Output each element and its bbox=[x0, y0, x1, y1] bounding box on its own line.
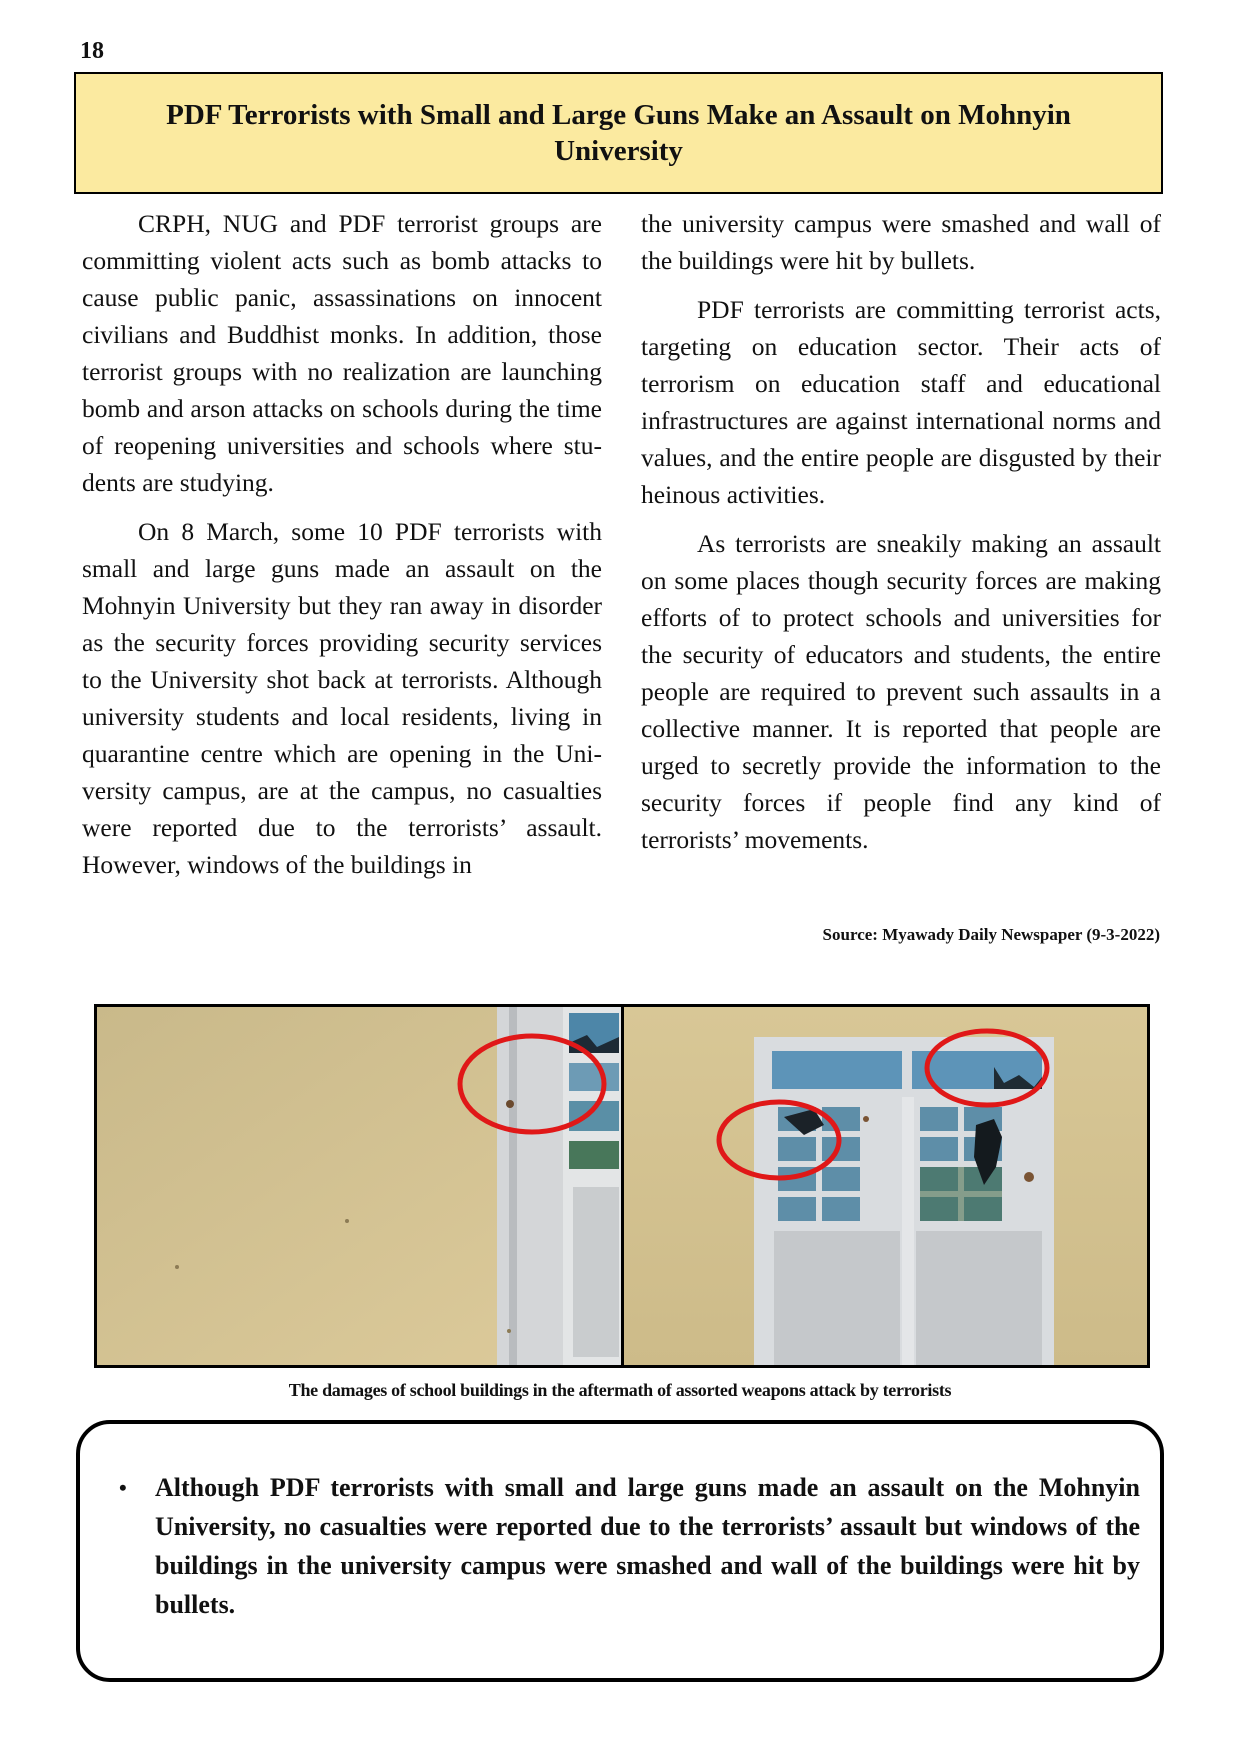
paragraph: PDF terrorists are committing terrorist acts, targeting on education sector. Their acts of terrorism on education staff and educational infrastructures are against international norms and values, and the entire people are disgusted by their heinous activities. bbox=[641, 295, 1161, 509]
article-column-left bbox=[82, 205, 602, 895]
article-column-right bbox=[641, 205, 1161, 870]
photo-damaged-wall-image bbox=[97, 1007, 621, 1365]
summary-list bbox=[100, 1468, 1140, 1624]
summary-box bbox=[76, 1420, 1164, 1682]
photo-frame bbox=[94, 1004, 1150, 1368]
article-title: PDF Terrorists with Small and Large Guns Make an Assault on Mohnyin University bbox=[166, 99, 1071, 167]
summary-item bbox=[119, 1468, 1140, 1624]
paragraph: On 8 March, some 10 PDF terrorists with small and large guns made an assault on the Mohnyin University but they ran away in disorder as the security forces providing security services to the University shot back at terrorists. Although university students and local residents, living in quarantine centre which are opening in the University campus, are at the campus, no casualties were reported due to the terrorists’ assault. However, windows of the buildings in bbox=[82, 517, 602, 879]
paragraph: the university campus were smashed and wall of the buildings were hit by bullets. bbox=[641, 209, 1161, 275]
source-credit: Source: Myawady Daily Newspaper (9-3-2022) bbox=[822, 925, 1160, 944]
paragraph: As terrorists are sneakily making an assault on some places though security forces are making efforts of to protect schools and universities for the security of educators and students, the entire people are required to prevent such assaults in a collective manner. It is reported that people are urged to secretly provide the information to the security forces if people find any kind of terrorists’ movements. bbox=[641, 529, 1161, 854]
photo-caption: The damages of school buildings in the aftermath of assorted weapons attack by terrorists bbox=[288, 1380, 952, 1400]
photo-damaged-doors bbox=[624, 1007, 1147, 1365]
paragraph: CRPH, NUG and PDF terrorist groups are committing violent acts such as bomb attacks to cause public panic, assassinations on innocent civilians and Buddhist monks. In addition, those terrorist groups with no realization are launching bomb and arson attacks on schools during the time of reopening universities and schools where students are studying. bbox=[82, 209, 602, 497]
page-number: 18 bbox=[80, 38, 104, 64]
title-box bbox=[74, 72, 1163, 194]
photo-damaged-doors-image bbox=[624, 1007, 1147, 1365]
photo-damaged-wall bbox=[97, 1007, 621, 1365]
summary-text: Although PDF terrorists with small and large guns made an assault on the Mohnyin University, no casualties were reported due to the terrorists’ assault but windows of the buildings in the university campus were smashed and wall of the buildings were hit by bullets. bbox=[155, 1473, 1140, 1619]
bullet-icon: • bbox=[119, 1475, 127, 1500]
